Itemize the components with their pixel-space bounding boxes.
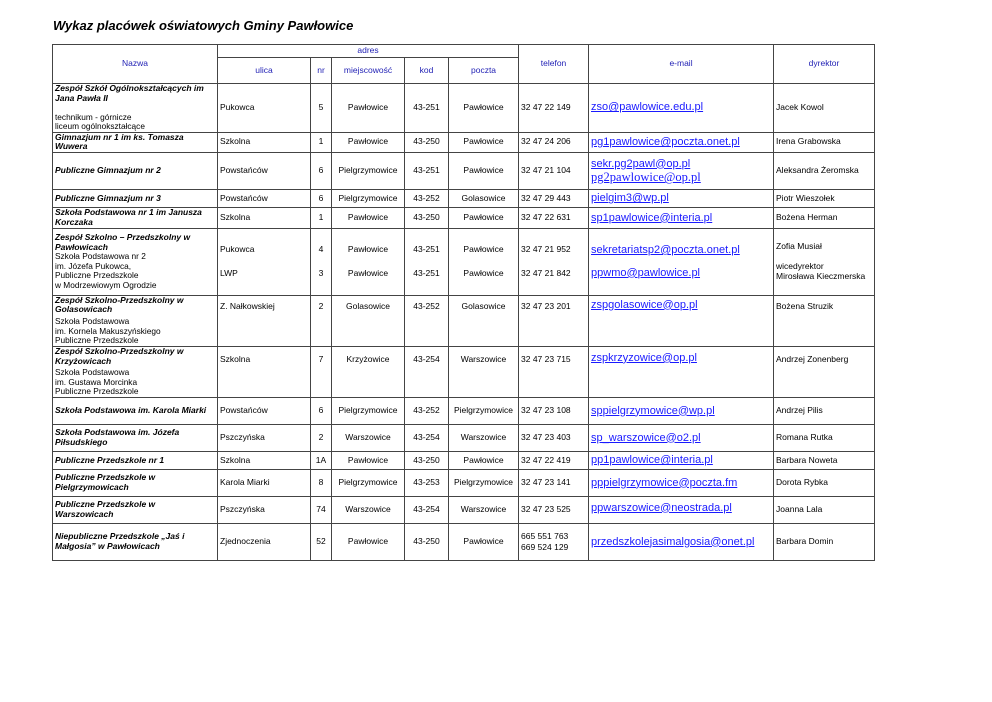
- number-cell: 1: [311, 208, 332, 229]
- email-link[interactable]: sekretariatsp2@poczta.onet.pl: [591, 244, 740, 257]
- postcode-cell: [405, 228, 449, 295]
- post-office-cell: Warszowice: [449, 496, 519, 523]
- email-link[interactable]: zspgolasowice@op.pl: [591, 298, 698, 311]
- table-row: [53, 451, 875, 469]
- school-subunit: Publiczne Przedszkole: [55, 270, 139, 281]
- director-cell: Bożena Herman: [774, 208, 875, 229]
- header-nr: nr: [311, 58, 332, 84]
- email-link-secondary[interactable]: ppwmo@pawlowice.pl: [591, 266, 701, 279]
- school-name: Szkoła Podstawowa nr 1 im Janusza Korczaka: [55, 207, 202, 227]
- postcode-cell: 43-251: [405, 84, 449, 133]
- email-cell: [589, 208, 774, 229]
- town-cell: Pawłowice: [332, 523, 405, 560]
- phone-cell: [519, 228, 589, 295]
- street-cell: Z. Nałkowskiej: [218, 295, 311, 346]
- school-name-cell: [53, 451, 218, 469]
- school-subunit: Szkoła Podstawowa nr 2: [55, 251, 146, 262]
- email-link[interactable]: sp1pawlowice@interia.pl: [591, 211, 713, 224]
- table-row: [53, 132, 875, 153]
- school-name-cell: [53, 295, 218, 346]
- school-name: Publiczne Przedszkole nr 1: [55, 454, 165, 465]
- phone-cell: 32 47 23 525: [519, 496, 589, 523]
- number-secondary: 3: [318, 267, 324, 278]
- school-name-cell: [53, 397, 218, 424]
- director-cell: Dorota Rybka: [774, 469, 875, 496]
- town-cell: Pawłowice: [332, 84, 405, 133]
- phone-cell: 32 47 29 443: [519, 190, 589, 208]
- post-office-cell: Pawłowice: [449, 132, 519, 153]
- table-row: [53, 190, 875, 208]
- town-cell: Pielgrzymowice: [332, 190, 405, 208]
- postcode-cell: 43-254: [405, 424, 449, 451]
- postcode-primary: 43-251: [413, 243, 440, 254]
- header-miejscowosc: miejscowość: [332, 58, 405, 84]
- director-cell: Barbara Noweta: [774, 451, 875, 469]
- phone-cell: 32 47 23 141: [519, 469, 589, 496]
- header-email: e-mail: [589, 45, 774, 84]
- number-cell: 2: [311, 295, 332, 346]
- number-cell: 6: [311, 397, 332, 424]
- table-row: [53, 295, 875, 346]
- post-office-cell: Pawłowice: [449, 523, 519, 560]
- town-cell: Pielgrzymowice: [332, 153, 405, 190]
- phone-cell: 32 47 23 201: [519, 295, 589, 346]
- school-name-cell: [53, 469, 218, 496]
- table-row: [53, 84, 875, 133]
- email-link[interactable]: pielgim3@wp.pl: [591, 192, 669, 205]
- post-office-cell: [449, 228, 519, 295]
- postcode-cell: 43-250: [405, 132, 449, 153]
- street-secondary: LWP: [220, 267, 238, 278]
- header-kod: kod: [405, 58, 449, 84]
- postcode-secondary: 43-251: [413, 267, 440, 278]
- town-cell: Warszowice: [332, 496, 405, 523]
- postcode-cell: 43-250: [405, 208, 449, 229]
- email-cell: [589, 451, 774, 469]
- email-cell: [589, 132, 774, 153]
- town-cell: Pielgrzymowice: [332, 397, 405, 424]
- school-name: Publiczne Przedszkole w Pielgrzymowicach: [55, 472, 156, 492]
- number-cell: 8: [311, 469, 332, 496]
- town-cell: [332, 228, 405, 295]
- school-name-cell: [53, 190, 218, 208]
- email-cell: [589, 84, 774, 133]
- town-cell: Golasowice: [332, 295, 405, 346]
- school-name: Publiczne Przedszkole w Warszowicach: [55, 499, 156, 519]
- table-row: [53, 469, 875, 496]
- email-cell: [589, 228, 774, 295]
- phone-cell: 32 47 23 108: [519, 397, 589, 424]
- phone-cell: 32 47 22 631: [519, 208, 589, 229]
- email-link[interactable]: pppielgrzymowice@poczta.fm: [591, 476, 738, 489]
- street-cell: Powstańców: [218, 153, 311, 190]
- number-cell: 5: [311, 84, 332, 133]
- director-cell: Romana Rutka: [774, 424, 875, 451]
- post-office-cell: Pawłowice: [449, 84, 519, 133]
- street-cell: Szkolna: [218, 451, 311, 469]
- postcode-cell: 43-250: [405, 523, 449, 560]
- number-cell: [311, 228, 332, 295]
- town-cell: Warszowice: [332, 424, 405, 451]
- phone-cell: 32 47 22 149: [519, 84, 589, 133]
- phone-primary: 32 47 21 952: [521, 243, 571, 254]
- email-link[interactable]: sppielgrzymowice@wp.pl: [591, 404, 715, 417]
- school-name-cell: [53, 228, 218, 295]
- school-subunit: w Modrzewiowym Ogrodzie: [55, 279, 157, 290]
- email-link[interactable]: zso@pawlowice.edu.pl: [591, 101, 704, 114]
- street-cell: [218, 228, 311, 295]
- postcode-cell: 43-254: [405, 346, 449, 397]
- phone-secondary: 669 524 129: [521, 541, 569, 552]
- postcode-cell: 43-252: [405, 190, 449, 208]
- director-cell: Bożena Struzik: [774, 295, 875, 346]
- town-cell: Krzyżowice: [332, 346, 405, 397]
- school-name-cell: [53, 496, 218, 523]
- director-name: Zofia Musiał: [776, 241, 822, 251]
- school-subunit: technikum - górnicze: [55, 111, 132, 122]
- street-cell: Karola Miarki: [218, 469, 311, 496]
- school-subunit: Publiczne Przedszkole: [55, 335, 139, 346]
- school-name: Szkoła Podstawowa im. Józefa Piłsudskiego: [55, 427, 180, 447]
- school-name-cell: [53, 84, 218, 133]
- header-telefon: telefon: [519, 45, 589, 84]
- school-name: Niepubliczne Przedszkole „Jaś i Małgosia” w Pawłowicach: [55, 531, 185, 551]
- table-row: [53, 523, 875, 560]
- email-cell: [589, 469, 774, 496]
- table-row: [53, 424, 875, 451]
- post-office-cell: Golasowice: [449, 295, 519, 346]
- number-cell: 1A: [311, 451, 332, 469]
- post-office-cell: Warszowice: [449, 424, 519, 451]
- email-cell: [589, 295, 774, 346]
- email-cell: [589, 190, 774, 208]
- table-row: [53, 346, 875, 397]
- number-cell: 7: [311, 346, 332, 397]
- town-cell: Pielgrzymowice: [332, 469, 405, 496]
- director-cell: Joanna Lala: [774, 496, 875, 523]
- school-subunit: Szkoła Podstawowa: [55, 316, 130, 327]
- post-office-cell: Pielgrzymowice: [449, 469, 519, 496]
- postcode-cell: 43-251: [405, 153, 449, 190]
- school-name-cell: [53, 346, 218, 397]
- email-cell: [589, 346, 774, 397]
- phone-cell: [519, 523, 589, 560]
- table-row: [53, 153, 875, 190]
- school-name: Zespół Szkolno-Przedszkolny w Golasowicach: [55, 295, 184, 315]
- email-link[interactable]: zspkrzyzowice@op.pl: [591, 351, 697, 364]
- postcode-cell: 43-252: [405, 295, 449, 346]
- director-cell: Jacek Kowol: [774, 84, 875, 133]
- vice-director-label: wicedyrektor: [776, 260, 824, 271]
- email-link[interactable]: przedszkolejasimalgosia@onet.pl: [591, 535, 755, 548]
- town-secondary: Pawłowice: [347, 267, 389, 278]
- school-name-cell: [53, 208, 218, 229]
- number-cell: 6: [311, 153, 332, 190]
- school-name: Zespół Szkolno – Przedszkolny w Pawłowicach: [55, 231, 191, 252]
- post-office-cell: Pawłowice: [449, 451, 519, 469]
- school-name: Zespół Szkolno-Przedszkolny w Krzyżowicach: [55, 346, 184, 366]
- town-cell: Pawłowice: [332, 451, 405, 469]
- number-primary: 4: [318, 243, 324, 254]
- school-name-cell: [53, 132, 218, 153]
- header-nazwa: Nazwa: [53, 45, 218, 84]
- table-row: [53, 496, 875, 523]
- town-cell: Pawłowice: [332, 132, 405, 153]
- street-cell: Powstańców: [218, 397, 311, 424]
- post-office-cell: Warszowice: [449, 346, 519, 397]
- email-cell: [589, 424, 774, 451]
- post-office-cell: Pielgrzymowice: [449, 397, 519, 424]
- phone-cell: 32 47 21 104: [519, 153, 589, 190]
- street-cell: Pszczyńska: [218, 424, 311, 451]
- number-cell: 2: [311, 424, 332, 451]
- director-cell: Andrzej Zonenberg: [774, 346, 875, 397]
- vice-director-name: Mirosława Kieczmerska: [776, 270, 866, 281]
- street-cell: Powstańców: [218, 190, 311, 208]
- school-name: Publiczne Gimnazjum nr 3: [55, 192, 161, 203]
- school-subunit: liceum ogólnokształcące: [55, 121, 145, 132]
- phone-secondary: 32 47 21 842: [521, 267, 571, 278]
- phone-primary: 665 551 763: [521, 531, 569, 542]
- postcode-cell: 43-254: [405, 496, 449, 523]
- school-name-cell: [53, 523, 218, 560]
- school-subunit: im. Gustawa Morcinka: [55, 376, 138, 387]
- street-cell: Pukowca: [218, 84, 311, 133]
- email-link[interactable]: sekr.pg2pawl@op.pl: [591, 157, 691, 170]
- school-name: Publiczne Gimnazjum nr 2: [55, 165, 161, 176]
- email-cell: [589, 397, 774, 424]
- email-link-secondary[interactable]: pg2pawlowice@op.pl: [591, 170, 701, 185]
- email-link[interactable]: ppwarszowice@neostrada.pl: [591, 501, 732, 514]
- school-name: Zespół Szkół Ogólnokształcących im Jana Pawła II: [55, 83, 204, 103]
- director-cell: [774, 228, 875, 295]
- schools-table: [52, 44, 875, 561]
- school-name: Szkoła Podstawowa im. Karola Miarki: [55, 405, 207, 416]
- page-title: Wykaz placówek oświatowych Gminy Pawłowice: [53, 18, 354, 33]
- number-cell: 6: [311, 190, 332, 208]
- phone-cell: 32 47 24 206: [519, 132, 589, 153]
- post-office-cell: Golasowice: [449, 190, 519, 208]
- post-office-cell: Pawłowice: [449, 208, 519, 229]
- table-row: [53, 208, 875, 229]
- email-cell: [589, 153, 774, 190]
- school-subunit: Publiczne Przedszkole: [55, 386, 139, 397]
- director-cell: Irena Grabowska: [774, 132, 875, 153]
- town-primary: Pawłowice: [347, 243, 389, 254]
- header-dyrektor: dyrektor: [774, 45, 875, 84]
- number-cell: 74: [311, 496, 332, 523]
- street-cell: Pszczyńska: [218, 496, 311, 523]
- email-cell: [589, 523, 774, 560]
- school-name-cell: [53, 424, 218, 451]
- school-subunit: im. Józefa Pukowca,: [55, 260, 132, 271]
- header-poczta: poczta: [449, 58, 519, 84]
- school-name: Gimnazjum nr 1 im ks. Tomasza Wuwera: [55, 132, 184, 152]
- email-link[interactable]: sp_warszowice@o2.pl: [591, 431, 701, 444]
- post-office-cell: Pawłowice: [449, 153, 519, 190]
- postcode-cell: 43-253: [405, 469, 449, 496]
- number-cell: 1: [311, 132, 332, 153]
- director-cell: Piotr Wieszołek: [774, 190, 875, 208]
- post-office-secondary: Pawłowice: [463, 267, 504, 278]
- header-ulica: ulica: [218, 58, 311, 84]
- phone-cell: 32 47 23 403: [519, 424, 589, 451]
- town-cell: Pawłowice: [332, 208, 405, 229]
- director-cell: Andrzej Pilis: [774, 397, 875, 424]
- school-name-cell: [53, 153, 218, 190]
- director-cell: Aleksandra Żeromska: [774, 153, 875, 190]
- postcode-cell: 43-250: [405, 451, 449, 469]
- street-cell: Szkolna: [218, 132, 311, 153]
- director-cell: Barbara Domin: [774, 523, 875, 560]
- postcode-cell: 43-252: [405, 397, 449, 424]
- email-cell: [589, 496, 774, 523]
- school-subunit: im. Kornela Makuszyńskiego: [55, 325, 161, 336]
- street-primary: Pukowca: [220, 243, 255, 254]
- number-cell: 52: [311, 523, 332, 560]
- phone-cell: 32 47 22 419: [519, 451, 589, 469]
- table-row: [53, 397, 875, 424]
- street-cell: Szkolna: [218, 346, 311, 397]
- header-adres: adres: [218, 45, 519, 58]
- phone-cell: 32 47 23 715: [519, 346, 589, 397]
- street-cell: Zjednoczenia: [218, 523, 311, 560]
- email-link[interactable]: pp1pawlowice@interia.pl: [591, 454, 713, 467]
- street-cell: Szkolna: [218, 208, 311, 229]
- post-office-primary: Pawłowice: [463, 243, 504, 254]
- email-link[interactable]: pg1pawlowice@poczta.onet.pl: [591, 136, 740, 149]
- table-row: [53, 228, 875, 295]
- school-subunit: Szkoła Podstawowa: [55, 367, 130, 378]
